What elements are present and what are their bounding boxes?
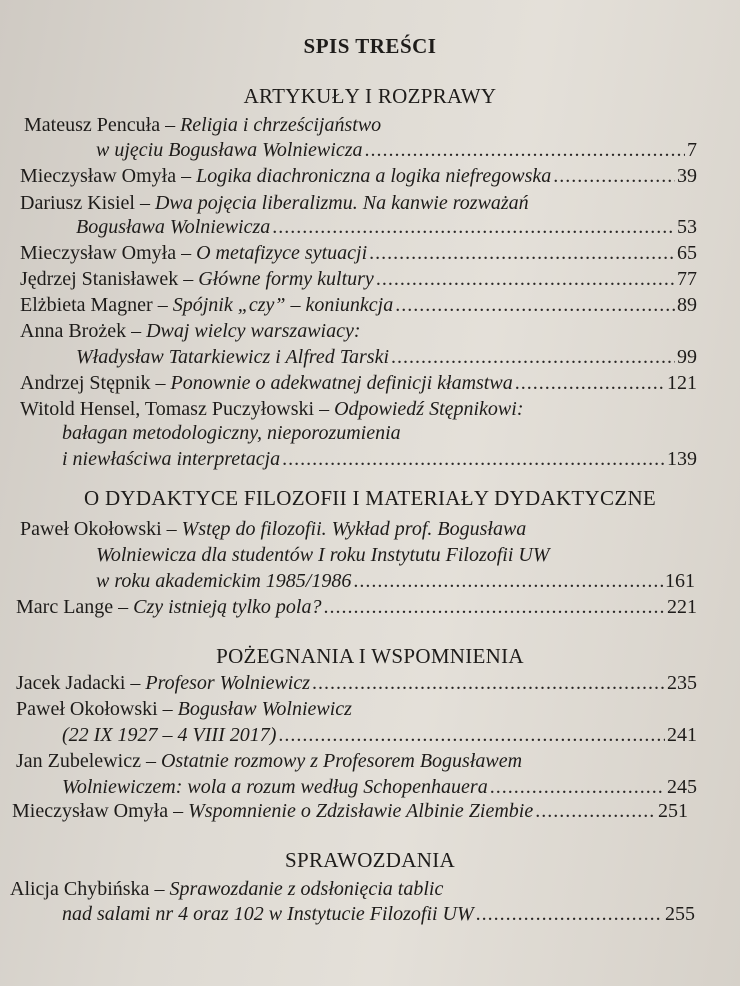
toc-entry <box>16 594 697 620</box>
toc-entry <box>16 748 522 774</box>
dot-leader <box>282 446 665 472</box>
entry-page-number: 245 <box>667 776 697 798</box>
entry-separator: – <box>176 165 197 187</box>
entry-separator: – <box>160 114 181 136</box>
entry-page-number: 221 <box>667 596 697 618</box>
toc-entry <box>20 318 361 344</box>
toc-entry-continuation <box>76 214 697 240</box>
entry-author: Paweł Okołowski <box>16 698 158 720</box>
dot-leader <box>353 568 663 594</box>
entry-separator: – <box>149 878 170 900</box>
toc-entry-continuation <box>62 446 697 472</box>
entry-title: Wspomnienie o Zdzisławie Albinie Ziembie <box>188 800 534 822</box>
toc-entry <box>20 396 524 422</box>
entry-title: Bogusław Wolniewicz <box>177 698 352 720</box>
entry-page-number: 255 <box>665 903 695 925</box>
toc-entry <box>16 696 352 722</box>
entry-page-number: 99 <box>677 346 697 368</box>
entry-page-number: 77 <box>677 268 697 290</box>
dot-leader <box>553 163 675 189</box>
entry-page-number: 235 <box>667 672 697 694</box>
toc-entry-continuation <box>96 568 695 594</box>
entry-title: Ponownie o adekwatnej definicji kłamstwa <box>170 372 513 394</box>
entry-page-number: 89 <box>677 294 697 316</box>
entry-separator: – <box>150 372 171 394</box>
dot-leader <box>490 774 665 800</box>
entry-author: Anna Brożek <box>20 320 127 342</box>
dot-leader <box>476 901 663 927</box>
entry-title: Wolniewicza dla studentów I roku Instytutu Filozofii UW <box>96 544 550 566</box>
entry-title: nad salami nr 4 oraz 102 w Instytucie Filozofii UW <box>62 903 474 925</box>
section-heading: ARTYKUŁY I ROZPRAWY <box>243 84 497 108</box>
entry-page-number: 241 <box>667 724 697 746</box>
entry-title: Sprawozdanie z odsłonięcia tablic <box>169 878 444 900</box>
entry-separator: – <box>314 398 335 420</box>
entry-author: Jędrzej Stanisławek <box>20 268 179 290</box>
section-heading: O DYDAKTYCE FILOZOFII I MATERIAŁY DYDAKTYCZNE <box>83 486 657 510</box>
entry-separator: – <box>161 518 182 540</box>
dot-leader <box>364 137 685 163</box>
entry-author: Mieczysław Omyła <box>20 242 177 264</box>
dot-leader <box>323 594 665 620</box>
entry-page-number: 121 <box>667 372 697 394</box>
toc-entry <box>12 798 688 824</box>
entry-author: Witold Hensel, Tomasz Puczyłowski <box>20 398 315 420</box>
entry-page-number: 251 <box>658 800 688 822</box>
entry-author: Elżbieta Magner <box>20 294 153 316</box>
dot-leader <box>391 344 675 370</box>
dot-leader <box>278 722 665 748</box>
entry-title: Główne formy kultury <box>198 268 374 290</box>
toc-entry <box>20 163 697 189</box>
entry-title: Wstęp do filozofii. Wykład prof. Bogusława <box>181 518 527 540</box>
entry-author: Mieczysław Omyła <box>12 800 169 822</box>
entry-title: Wolniewiczem: wola a rozum według Schopenhauera <box>62 776 488 798</box>
toc-entry-continuation <box>62 722 697 748</box>
toc-entry <box>20 190 529 216</box>
entry-title: Dwaj wielcy warszawiacy: <box>146 320 361 342</box>
entry-title: w ujęciu Bogusława Wolniewicza <box>96 139 363 161</box>
entry-title: O metafizyce sytuacji <box>196 242 368 264</box>
entry-page-number: 139 <box>667 448 697 470</box>
entry-separator: – <box>168 800 189 822</box>
dot-leader <box>312 670 665 696</box>
entry-author: Paweł Okołowski <box>20 518 162 540</box>
entry-title: bałagan metodologiczny, nieporozumienia <box>62 422 401 444</box>
toc-entry <box>20 240 697 266</box>
entry-page-number: 65 <box>677 242 697 264</box>
section-heading: POŻEGNANIA I WSPOMNIENIA <box>216 644 524 668</box>
entry-author: Andrzej Stępnik <box>20 372 151 394</box>
toc-entry-continuation <box>96 137 697 163</box>
toc-entry-continuation <box>62 420 401 446</box>
entry-title: w roku akademickim 1985/1986 <box>96 570 352 592</box>
entry-author: Mateusz Pencuła <box>24 114 161 136</box>
entry-author: Dariusz Kisiel <box>20 192 135 214</box>
entry-separator: – <box>178 268 199 290</box>
entry-title: Religia i chrześcijaństwo <box>180 114 382 136</box>
toc-entry <box>20 266 697 292</box>
toc-entry-continuation <box>62 901 695 927</box>
toc-entry <box>20 370 697 396</box>
page-title: SPIS TREŚCI <box>303 34 437 58</box>
entry-separator: – <box>134 192 155 214</box>
entry-separator: – <box>140 750 161 772</box>
entry-title: Władysław Tatarkiewicz i Alfred Tarski <box>76 346 389 368</box>
entry-title: Czy istnieją tylko pola? <box>133 596 322 618</box>
entry-title: Logika diachroniczna a logika niefregowska <box>196 165 552 187</box>
dot-leader <box>376 266 675 292</box>
entry-author: Alicja Chybińska <box>10 878 150 900</box>
entry-title: Profesor Wolniewicz <box>145 672 311 694</box>
toc-entry <box>10 876 443 902</box>
toc-entry <box>24 112 381 138</box>
entry-author: Jacek Jadacki <box>16 672 126 694</box>
entry-separator: – <box>126 320 147 342</box>
entry-separator: – <box>113 596 134 618</box>
dot-leader <box>272 214 675 240</box>
entry-separator: – <box>125 672 146 694</box>
entry-title: Spójnik „czy” – koniunkcja <box>172 294 394 316</box>
entry-page-number: 53 <box>677 216 697 238</box>
dot-leader <box>369 240 675 266</box>
toc-entry-continuation <box>62 774 697 800</box>
dot-leader <box>395 292 675 318</box>
dot-leader <box>535 798 656 824</box>
entry-page-number: 39 <box>677 165 697 187</box>
toc-entry <box>20 516 526 542</box>
toc-entry <box>20 292 697 318</box>
entry-title: Odpowiedź Stępnikowi: <box>334 398 524 420</box>
entry-author: Mieczysław Omyła <box>20 165 177 187</box>
dot-leader <box>515 370 665 396</box>
entry-author: Jan Zubelewicz <box>16 750 141 772</box>
entry-title: Bogusława Wolniewicza <box>76 216 271 238</box>
toc-entry-continuation <box>76 344 697 370</box>
entry-title: i niewłaściwa interpretacja <box>62 448 281 470</box>
section-heading: SPRAWOZDANIA <box>285 848 455 872</box>
toc-entry-continuation <box>96 542 550 568</box>
entry-page-number: 7 <box>687 139 697 161</box>
entry-title: (22 IX 1927 – 4 VIII 2017) <box>62 724 277 746</box>
toc-entry <box>16 670 697 696</box>
entry-separator: – <box>152 294 173 316</box>
entry-author: Marc Lange <box>16 596 114 618</box>
entry-separator: – <box>176 242 197 264</box>
entry-separator: – <box>157 698 178 720</box>
entry-page-number: 161 <box>665 570 695 592</box>
entry-title: Ostatnie rozmowy z Profesorem Bogusławem <box>160 750 523 772</box>
entry-title: Dwa pojęcia liberalizmu. Na kanwie rozważań <box>154 192 529 214</box>
